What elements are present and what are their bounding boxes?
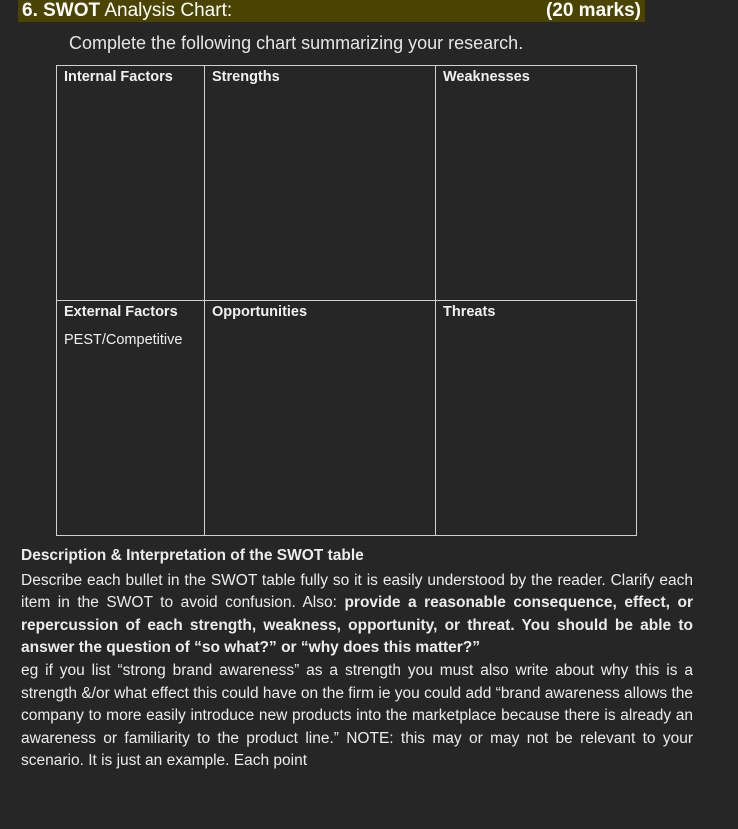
description-paragraph-1-emphasis: provide a reasonable consequence, effect, or repercussion of each strength, weakness, opportunity, or threat. You should be able to answer the question of “so what?” or “why does this matter?” bbox=[21, 594, 693, 657]
external-factors-cell bbox=[57, 301, 205, 536]
marks-label: (20 marks) bbox=[545, 0, 641, 21]
external-factors-label: External Factors bbox=[64, 304, 178, 320]
section-title-text: Analysis Chart: bbox=[100, 0, 233, 21]
description-paragraph-1 bbox=[21, 570, 693, 660]
section-number: 6. SWOT bbox=[22, 0, 101, 21]
opportunities-label: Opportunities bbox=[212, 304, 308, 320]
section-header bbox=[18, 0, 645, 22]
section-title bbox=[22, 0, 232, 22]
internal-factors-label: Internal Factors bbox=[64, 69, 173, 85]
external-row bbox=[57, 301, 637, 536]
weaknesses-label: Weaknesses bbox=[443, 69, 530, 85]
opportunities-cell[interactable] bbox=[205, 301, 436, 536]
weaknesses-cell[interactable] bbox=[436, 66, 637, 301]
swot-table bbox=[56, 65, 637, 536]
description-paragraph-1-text: Describe each bullet in the SWOT table fully so it is easily understood by the reader. Clarify each item in the SWOT to avoid confusion. Also: bbox=[21, 571, 693, 612]
description-section bbox=[21, 545, 693, 773]
threats-cell[interactable] bbox=[436, 301, 637, 536]
internal-factors-cell bbox=[57, 66, 205, 301]
instruction-text: Complete the following chart summarizing your research. bbox=[69, 33, 524, 53]
internal-row bbox=[57, 66, 637, 301]
description-heading: Description & Interpretation of the SWOT table bbox=[21, 547, 364, 564]
strengths-label: Strengths bbox=[212, 69, 280, 85]
description-paragraph-2: eg if you list “strong brand awareness” as a strength you must also write about why this is a strength &/or what effect this could have on the firm ie you could add “brand awareness allows the company to more easily introduce new products into the marketplace because there is already an awareness or familiarity to the product line.” NOTE: this may or may not be relevant to your scenario. It is just an example. Each point bbox=[21, 661, 693, 770]
pest-competitive-label: PEST/Competitive bbox=[64, 332, 183, 348]
strengths-cell[interactable] bbox=[205, 66, 436, 301]
threats-label: Threats bbox=[443, 304, 496, 320]
